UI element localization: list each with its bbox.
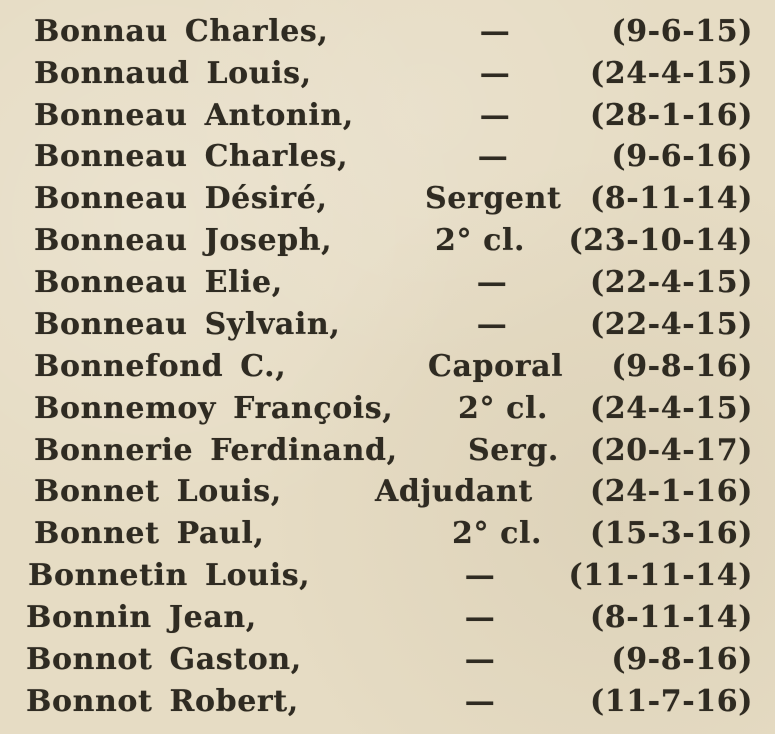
soldier-rank: — — [464, 558, 496, 593]
list-item — [0, 11, 775, 53]
soldier-name: Bonnet Paul, — [34, 516, 265, 551]
soldier-name: Bonneau Charles, — [34, 139, 349, 174]
death-date: (23-10-14) — [568, 223, 753, 258]
death-date: (24-4-15) — [589, 391, 753, 426]
soldier-name: Bonnau Charles, — [34, 14, 329, 49]
list-item — [0, 555, 775, 597]
soldier-name: Bonnefond C., — [34, 349, 287, 384]
soldier-rank: 2° cl. — [435, 223, 526, 258]
list-item — [0, 471, 775, 513]
soldier-name: Bonnot Robert, — [26, 684, 299, 719]
soldier-name: Bonnet Louis, — [34, 474, 282, 509]
soldier-name: Bonneau Elie, — [34, 265, 283, 300]
death-date: (9-6-15) — [611, 14, 753, 49]
soldier-name: Bonneau Désiré, — [34, 181, 328, 216]
death-date: (11-11-14) — [568, 558, 753, 593]
soldier-rank: 2° cl. — [452, 516, 543, 551]
soldier-name: Bonnetin Louis, — [28, 558, 311, 593]
death-date: (20-4-17) — [589, 433, 753, 468]
death-date: (22-4-15) — [589, 307, 753, 342]
death-date: (9-8-16) — [611, 349, 753, 384]
soldier-rank: — — [479, 14, 511, 49]
soldier-rank: — — [464, 642, 496, 677]
soldier-name: Bonnin Jean, — [26, 600, 257, 635]
soldier-rank: Caporal — [428, 349, 564, 384]
list-item — [0, 430, 775, 472]
list-item — [0, 95, 775, 137]
soldier-rank: 2° cl. — [458, 391, 549, 426]
list-item — [0, 262, 775, 304]
list-item — [0, 639, 775, 681]
death-date: (9-8-16) — [611, 642, 753, 677]
death-date: (22-4-15) — [589, 265, 753, 300]
list-item — [0, 136, 775, 178]
soldier-rank: — — [476, 307, 508, 342]
soldier-rank: — — [464, 600, 496, 635]
death-date: (28-1-16) — [589, 98, 753, 133]
death-date: (11-7-16) — [589, 684, 753, 719]
soldier-rank: — — [479, 56, 511, 91]
list-item — [0, 178, 775, 220]
soldier-name: Bonnemoy François, — [34, 391, 394, 426]
soldier-name: Bonneau Antonin, — [34, 98, 354, 133]
death-date: (9-6-16) — [611, 139, 753, 174]
soldier-name: Bonneau Sylvain, — [34, 307, 341, 342]
soldier-rank: Serg. — [468, 433, 559, 468]
list-item — [0, 388, 775, 430]
soldier-name: Bonnaud Louis, — [34, 56, 312, 91]
list-item — [0, 597, 775, 639]
soldier-rank: — — [479, 98, 511, 133]
death-date: (8-11-14) — [589, 600, 753, 635]
list-item — [0, 513, 775, 555]
list-item — [0, 681, 775, 723]
list-item — [0, 53, 775, 95]
death-date: (24-1-16) — [589, 474, 753, 509]
soldier-name: Bonneau Joseph, — [34, 223, 333, 258]
list-item — [0, 220, 775, 262]
list-item — [0, 304, 775, 346]
soldier-name: Bonnerie Ferdinand, — [34, 433, 398, 468]
soldier-rank: — — [476, 265, 508, 300]
death-date: (8-11-14) — [589, 181, 753, 216]
soldier-rank: Sergent — [425, 181, 562, 216]
soldier-rank: — — [477, 139, 509, 174]
death-date: (15-3-16) — [589, 516, 753, 551]
soldier-rank: Adjudant — [375, 474, 533, 509]
death-date: (24-4-15) — [589, 56, 753, 91]
soldier-rank: — — [464, 684, 496, 719]
list-item — [0, 346, 775, 388]
soldier-name: Bonnot Gaston, — [26, 642, 302, 677]
